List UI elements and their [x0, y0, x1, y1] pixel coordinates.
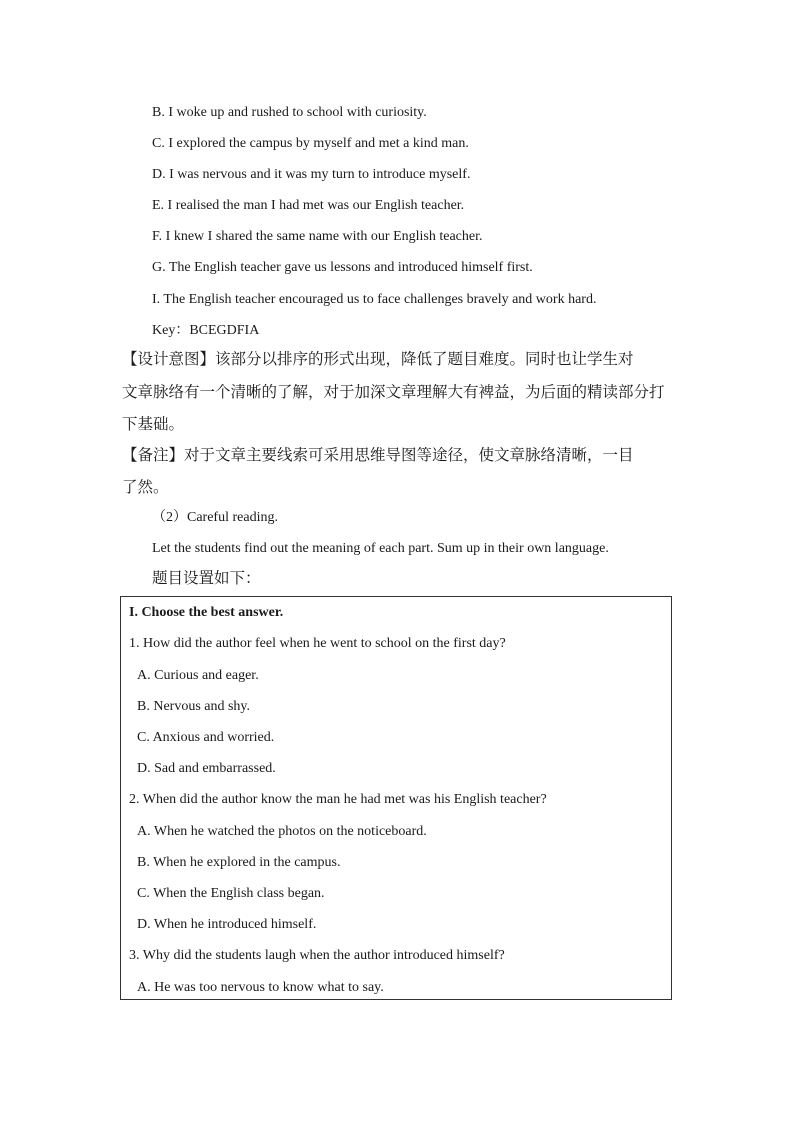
design-intent-line-1: 【设计意图】该部分以排序的形式出现，降低了题目难度。同时也让学生对 — [122, 350, 634, 368]
sequence-item-c: C. I explored the campus by myself and met a kind man. — [152, 136, 469, 151]
sequence-item-f: F. I knew I shared the same name with our English teacher. — [152, 229, 483, 244]
question-1-option-a: A. Curious and eager. — [137, 668, 259, 683]
sequence-item-i: I. The English teacher encouraged us to face challenges bravely and work hard. — [152, 292, 597, 307]
question-1-option-c: C. Anxious and worried. — [137, 730, 275, 745]
question-2: 2. When did the author know the man he had met was his English teacher? — [129, 792, 547, 807]
question-1: 1. How did the author feel when he went to school on the first day? — [129, 636, 506, 651]
question-3: 3. Why did the students laugh when the author introduced himself? — [129, 948, 505, 963]
question-2-option-b: B. When he explored in the campus. — [137, 855, 341, 870]
question-3-option-a: A. He was too nervous to know what to say. — [137, 980, 384, 995]
sequence-item-b: B. I woke up and rushed to school with curiosity. — [152, 105, 427, 120]
design-intent-line-2: 文章脉络有一个清晰的了解，对于加深文章理解大有裨益，为后面的精读部分打 — [122, 383, 665, 401]
question-1-option-b: B. Nervous and shy. — [137, 699, 251, 714]
design-intent-line-3: 下基础。 — [122, 415, 185, 433]
question-2-option-d: D. When he introduced himself. — [137, 917, 317, 932]
careful-reading-heading: （2）Careful reading. — [152, 510, 278, 525]
question-2-option-a: A. When he watched the photos on the noticeboard. — [137, 824, 427, 839]
remark-line-1: 【备注】对于文章主要线索可采用思维导图等途径，使文章脉络清晰，一目 — [122, 446, 634, 464]
sequence-item-e: E. I realised the man I had met was our English teacher. — [152, 198, 465, 213]
question-2-option-c: C. When the English class began. — [137, 886, 325, 901]
question-setup-label: 题目设置如下： — [152, 569, 261, 587]
sequence-item-d: D. I was nervous and it was my turn to introduce myself. — [152, 167, 471, 182]
question-1-option-d: D. Sad and embarrassed. — [137, 761, 276, 776]
remark-line-2: 了然。 — [122, 478, 169, 496]
careful-reading-instruction: Let the students find out the meaning of each part. Sum up in their own language. — [152, 541, 609, 556]
sequence-item-g: G. The English teacher gave us lessons and introduced himself first. — [152, 260, 533, 275]
answer-key: Key：BCEGDFIA — [152, 323, 260, 338]
quiz-box — [120, 596, 672, 1000]
quiz-title: I. Choose the best answer. — [129, 605, 284, 620]
